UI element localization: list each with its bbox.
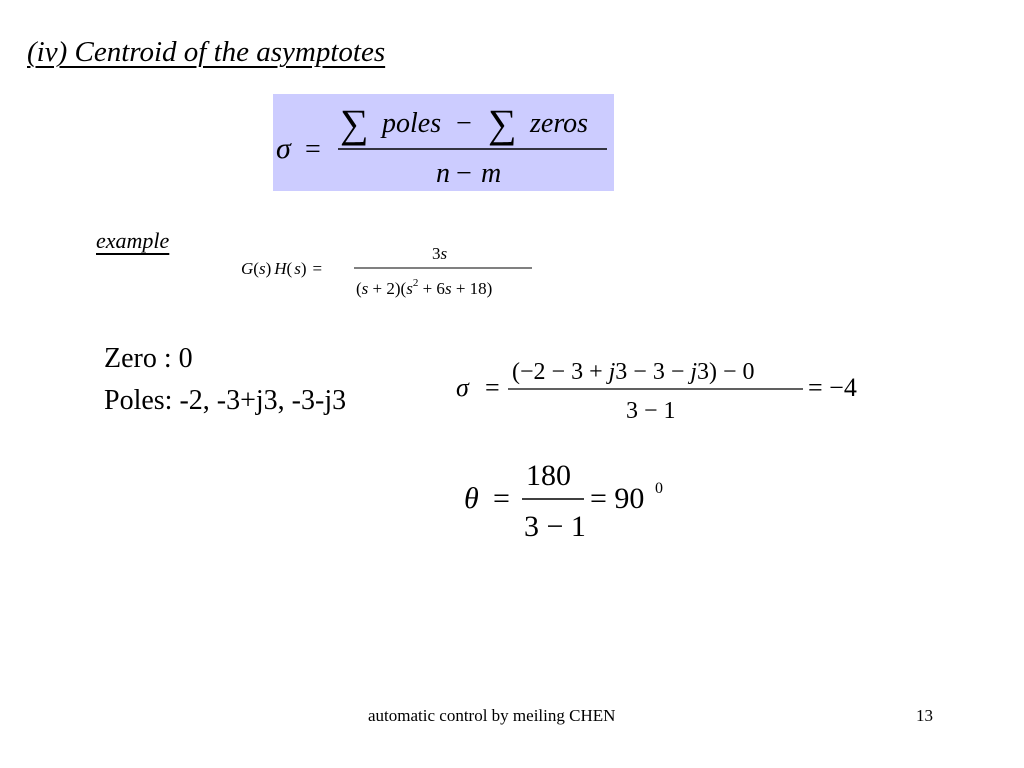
j-symbol: j xyxy=(690,359,698,385)
equals-sign: = xyxy=(493,482,510,515)
result: = −4 xyxy=(808,373,857,402)
sum-symbol: ∑ xyxy=(488,101,517,146)
s-symbol: s xyxy=(294,259,301,278)
svg-text:G(s)H(s)=: G(s) H( s) = xyxy=(241,259,323,278)
poles-term: poles xyxy=(382,108,442,139)
svg-text:(−2 − 3 + j3 − 3 − j3) − 0: (−2 − 3 + j3 − 3 − j3) − 0 xyxy=(512,359,755,385)
den-n: n xyxy=(436,158,450,189)
sigma-symbol: σ xyxy=(456,373,469,402)
den: 3 − 1 xyxy=(626,398,676,424)
num-3: 3 xyxy=(432,244,441,263)
poles-line: Poles: -2, -3+j3, -3-j3 xyxy=(104,385,347,416)
h-symbol: H xyxy=(274,259,287,278)
num-s: s xyxy=(440,244,448,263)
num: 180 xyxy=(526,459,571,492)
zeros-term: zeros xyxy=(530,108,589,139)
slide-title: (iv) Centroid of the asymptotes xyxy=(27,36,386,68)
footer-text: automatic control by meiling CHEN xyxy=(368,706,616,725)
minus-sign: − xyxy=(456,108,472,139)
den-s: s xyxy=(406,279,413,298)
equals-sign: = xyxy=(312,259,323,278)
degree-sup: 0 xyxy=(655,480,663,497)
j-symbol: j xyxy=(608,359,616,385)
den-minus: − xyxy=(456,158,472,189)
equals-sign: = xyxy=(485,373,500,402)
sum-symbol: ∑ xyxy=(340,101,369,146)
zero-line: Zero : 0 xyxy=(104,343,193,374)
den-s: s xyxy=(444,279,452,298)
den-open: ( xyxy=(356,279,362,298)
equals-sign: = xyxy=(305,134,321,165)
den-sup: 2 xyxy=(412,277,419,289)
den: 3 − 1 xyxy=(524,510,586,543)
theta-symbol: θ xyxy=(464,482,479,515)
svg-text:(s + 2)(s2 + 6s + 18): $(s + 2)(s^2 + 6s + 18)$ xyxy=(356,277,493,298)
den-m: m xyxy=(481,158,502,189)
s-symbol: s xyxy=(258,259,266,278)
sigma-symbol: σ xyxy=(276,132,291,165)
den-s: s xyxy=(361,279,369,298)
result: = 90 xyxy=(590,482,645,515)
g-symbol: G xyxy=(241,259,254,278)
page-number: 13 xyxy=(916,706,933,725)
example-label: example xyxy=(96,228,170,253)
